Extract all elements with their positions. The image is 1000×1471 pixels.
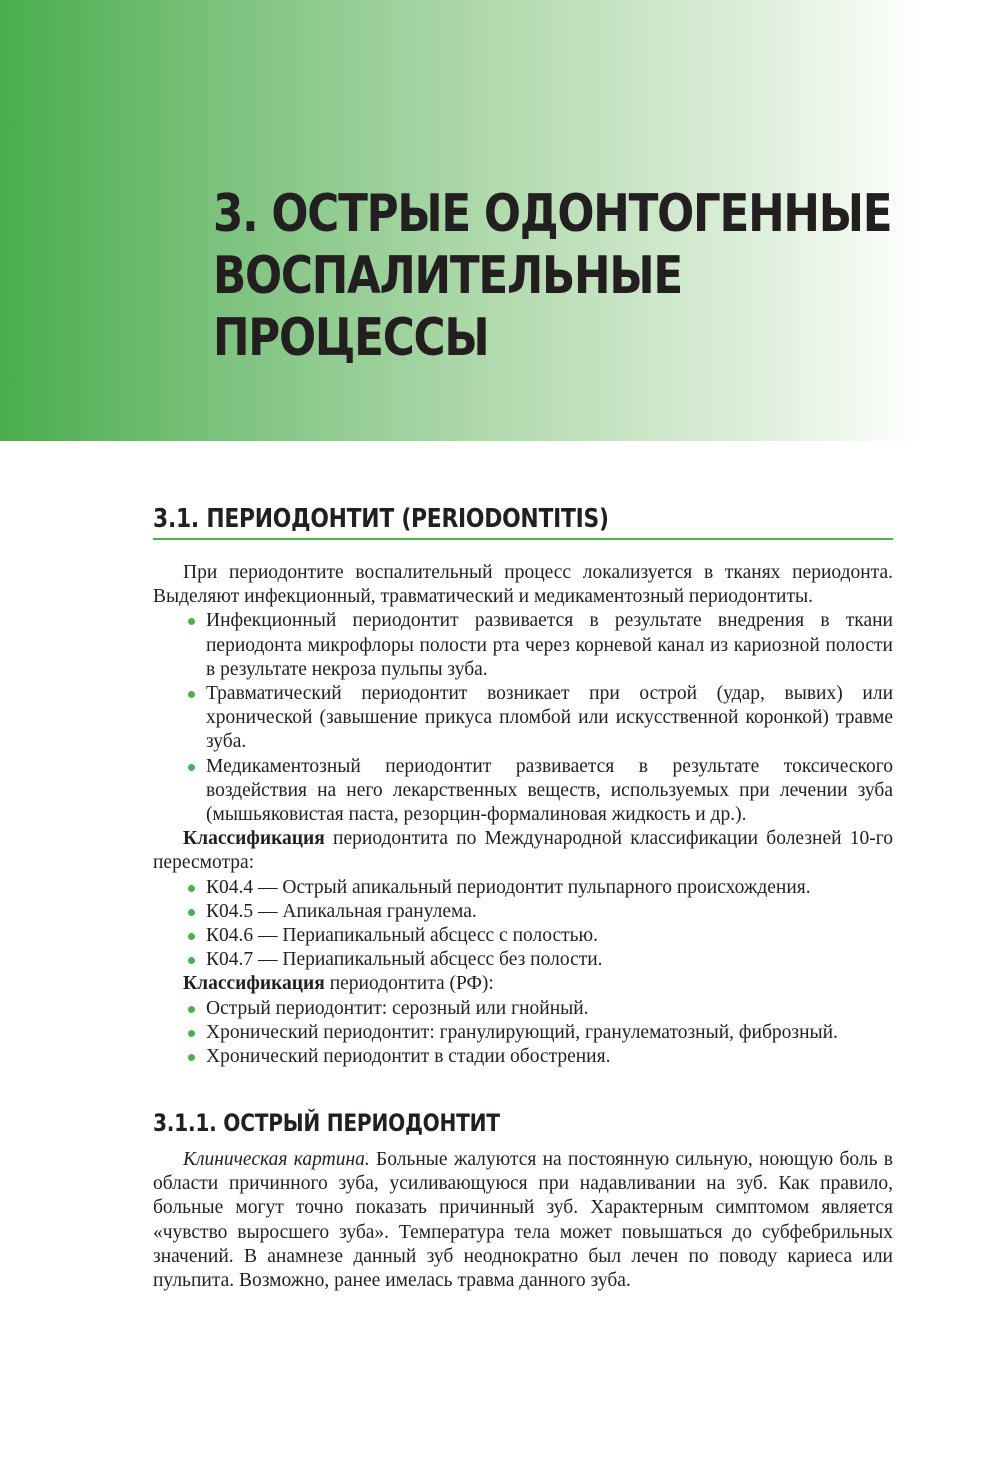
icd-label: Классификация [183,828,325,850]
icd-text: периодонтита по Международной классификации болезней 10-го пересмотра: [153,828,894,874]
chapter-title-line: 3. ОСТРЫЕ ОДОНТОГЕННЫЕ [213,184,892,244]
section-heading: 3.1. ПЕРИОДОНТИТ (PERIODONTITIS) [153,504,609,534]
chapter-banner [0,0,1000,441]
list-item: Медикаментозный периодонтит развивается в результате токсического воздействия на него лекарственных веществ, используемых при лечении зуба (мышьяковистая паста, резорцин-формалиновая жидкость и др.). [183,755,893,828]
rf-label: Классификация [183,973,325,995]
chapter-title [213,183,892,369]
periodontitis-types-list [153,609,893,827]
rf-text: периодонтита (РФ): [329,973,494,995]
list-item: Хронический периодонтит в стадии обострения. [183,1045,893,1069]
icd-codes-list [153,876,893,973]
chapter-title-line: ВОСПАЛИТЕЛЬНЫЕ [213,246,682,306]
list-item: Инфекционный периодонтит развивается в результате внедрения в ткани периодонта микрофлоры полости рта через корневой канал из кариозной полости в результате некроза пульпы зуба. [183,609,893,682]
list-item: Острый периодонтит: серозный или гнойный. [183,997,893,1021]
section-body [153,561,893,1069]
section-heading-block [153,502,893,540]
icd-classification-intro [153,827,893,875]
clinical-picture-lead: Клиническая картина. [183,1149,370,1170]
rf-classification-intro [153,972,893,996]
chapter-title-line: ПРОЦЕССЫ [213,308,489,368]
clinical-picture-paragraph [153,1148,893,1293]
rf-classification-list [153,997,893,1070]
list-item: Травматический периодонтит возникает при острой (удар, вывих) или хронической (завышение прикуса пломбой или искусственной коронкой) травме зуба. [183,682,893,755]
subsection-heading: 3.1.1. ОСТРЫЙ ПЕРИОДОНТИТ [153,1109,500,1137]
list-item: К04.5 — Апикальная гранулема. [183,900,893,924]
subsection-body [153,1148,893,1293]
list-item: К04.4 — Острый апикальный периодонтит пульпарного происхождения. [183,876,893,900]
section-intro: При периодонтите воспалительный процесс локализуется в тканях периодонта. Выделяют инфекционный, травматический и медикаментозный периодонтиты. [153,562,893,608]
list-item: Хронический периодонтит: гранулирующий, гранулематозный, фиброзный. [183,1021,893,1045]
list-item: К04.7 — Периапикальный абсцесс без полости. [183,948,893,972]
clinical-picture-text: Больные жалуются на постоянную сильную, ноющую боль в области причинного зуба, усиливающуюся при надавливании на зуб. Как правило, больные могут точно показать причинный зуб. Характерным симптомом является «чувство выросшего зуба». Температура тела может повышаться до субфебрильных значений. В анамнезе данный зуб неоднократно был лечен по поводу кариеса или пульпита. Возможно, ранее имелась травма данного зуба. [153,1149,893,1292]
list-item: К04.6 — Периапикальный абсцесс с полостью. [183,924,893,948]
